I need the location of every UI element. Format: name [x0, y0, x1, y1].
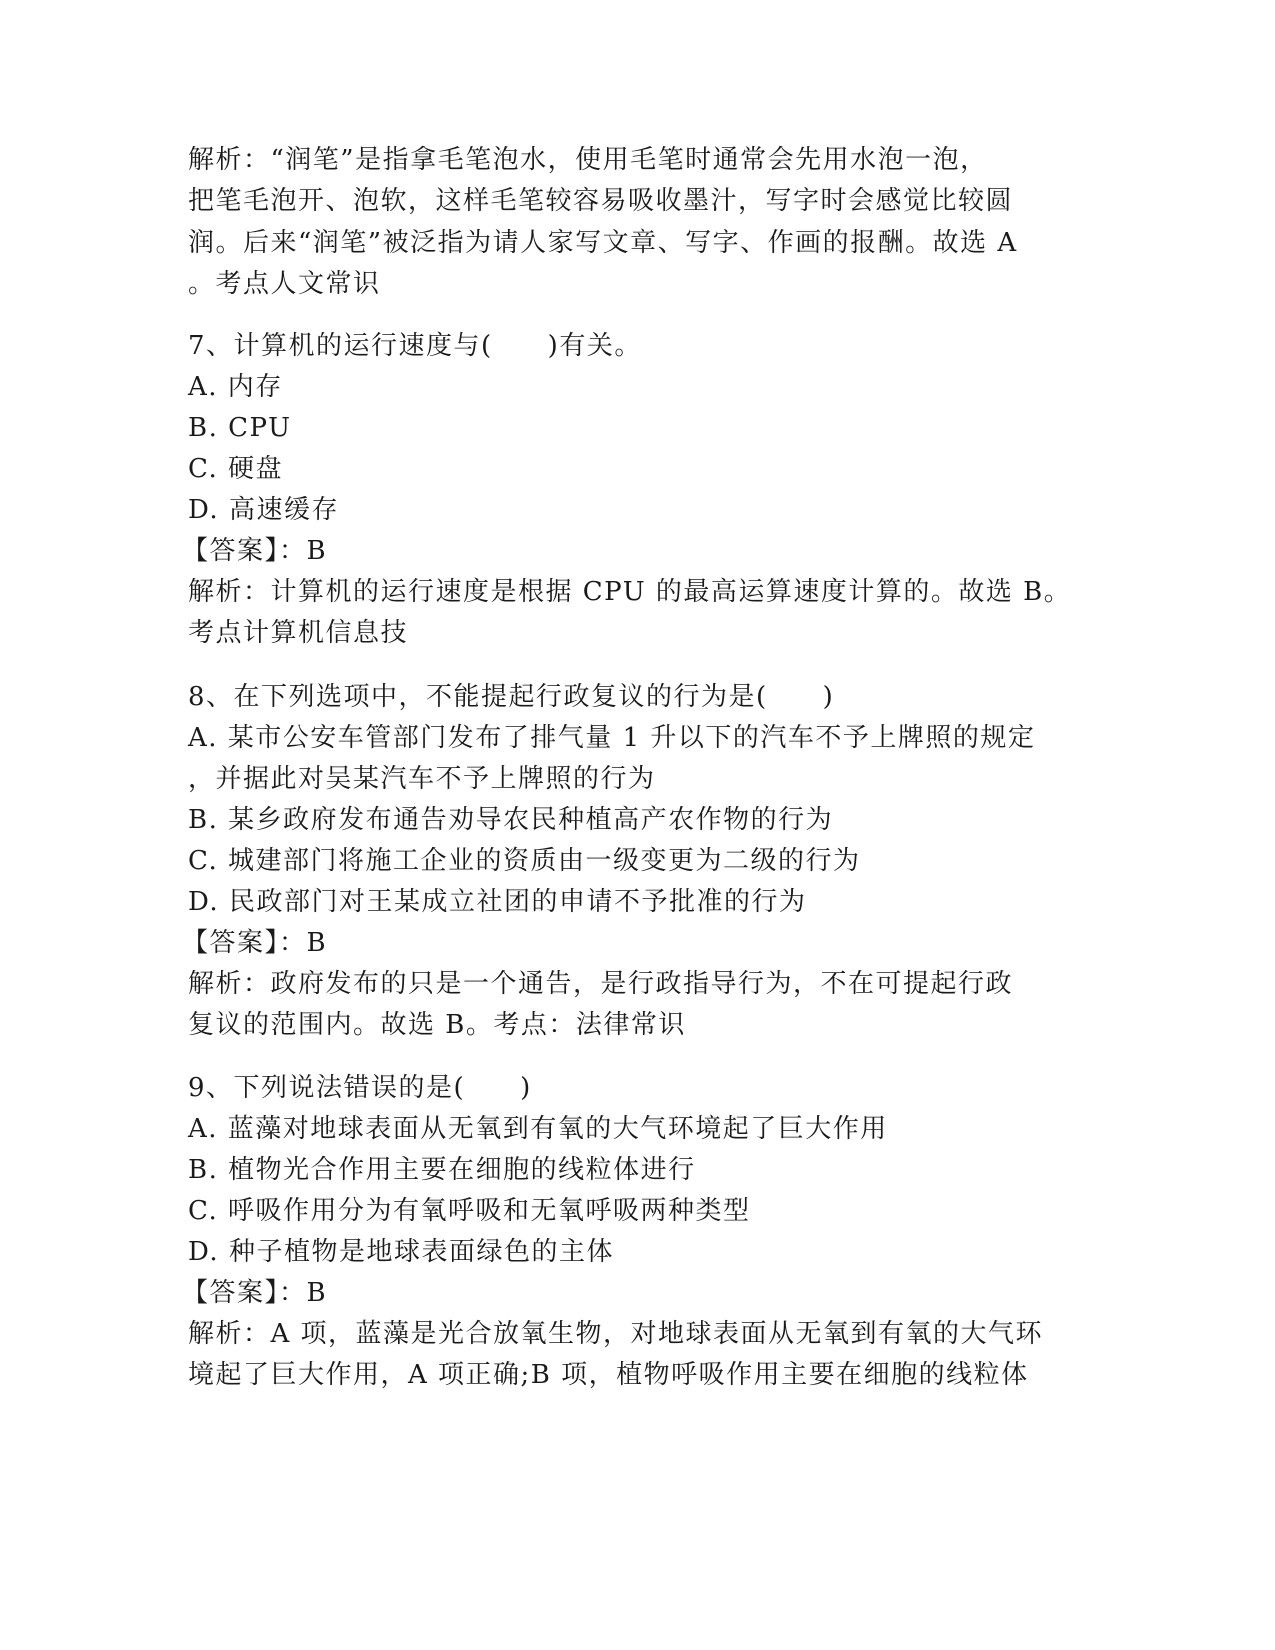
prev-analysis-line-3: 润。后来“润笔”被泛指为请人家写文章、写字、作画的报酬。故选 A	[188, 228, 1018, 258]
q9-analysis-line-1: 解析：A 项，蓝藻是光合放氧生物，对地球表面从无氧到有氧的大气环	[188, 1319, 1044, 1349]
q7-analysis-line-2: 考点计算机信息技	[188, 618, 409, 648]
q8-question: 8、在下列选项中，不能提起行政复议的行为是( )	[188, 682, 835, 712]
q9-option-b: B. 植物光合作用主要在细胞的线粒体进行	[188, 1155, 696, 1185]
q8-option-a-cont: ，并据此对吴某汽车不予上牌照的行为	[188, 764, 656, 794]
q7-option-a: A. 内存	[188, 372, 283, 402]
q8-analysis-line-1: 解析：政府发布的只是一个通告，是行政指导行为，不在可提起行政	[188, 969, 1014, 999]
q8-option-c: C. 城建部门将施工企业的资质由一级变更为二级的行为	[188, 846, 861, 876]
q7-answer: 【答案】：B	[182, 536, 328, 566]
q9-option-c: C. 呼吸作用分为有氧呼吸和无氧呼吸两种类型	[188, 1196, 751, 1226]
q9-answer: 【答案】：B	[182, 1278, 328, 1308]
q9-option-d: D. 种子植物是地球表面绿色的主体	[188, 1237, 614, 1267]
q9-option-a: A. 蓝藻对地球表面从无氧到有氧的大气环境起了巨大作用	[188, 1114, 888, 1144]
prev-analysis-line-4: 。考点人文常识	[188, 269, 381, 299]
q7-analysis-line-1: 解析：计算机的运行速度是根据 CPU 的最高运算速度计算的。故选 B。	[188, 577, 1072, 607]
q8-option-b: B. 某乡政府发布通告劝导农民种植高产农作物的行为	[188, 805, 834, 835]
q8-analysis-line-2: 复议的范围内。故选 B。考点：法律常识	[188, 1010, 686, 1040]
q7-option-d: D. 高速缓存	[188, 495, 339, 525]
q7-option-c: C. 硬盘	[188, 454, 283, 484]
q7-option-b: B. CPU	[188, 413, 292, 443]
q8-option-d: D. 民政部门对王某成立社团的申请不予批准的行为	[188, 887, 807, 917]
q8-option-a: A. 某市公安车管部门发布了排气量 1 升以下的汽车不予上牌照的规定	[188, 723, 1036, 753]
prev-analysis-line-2: 把笔毛泡开、泡软，这样毛笔较容易吸收墨汁，写字时会感觉比较圆	[188, 186, 1014, 216]
q9-question: 9、下列说法错误的是( )	[188, 1073, 532, 1103]
prev-analysis-line-1: 解析：“润笔”是指拿毛笔泡水，使用毛笔时通常会先用水泡一泡，	[188, 145, 988, 175]
q9-analysis-line-2: 境起了巨大作用，A 项正确;B 项，植物呼吸作用主要在细胞的线粒体	[188, 1360, 1029, 1390]
q7-question: 7、计算机的运行速度与( )有关。	[188, 331, 642, 361]
q8-answer: 【答案】：B	[182, 928, 328, 958]
